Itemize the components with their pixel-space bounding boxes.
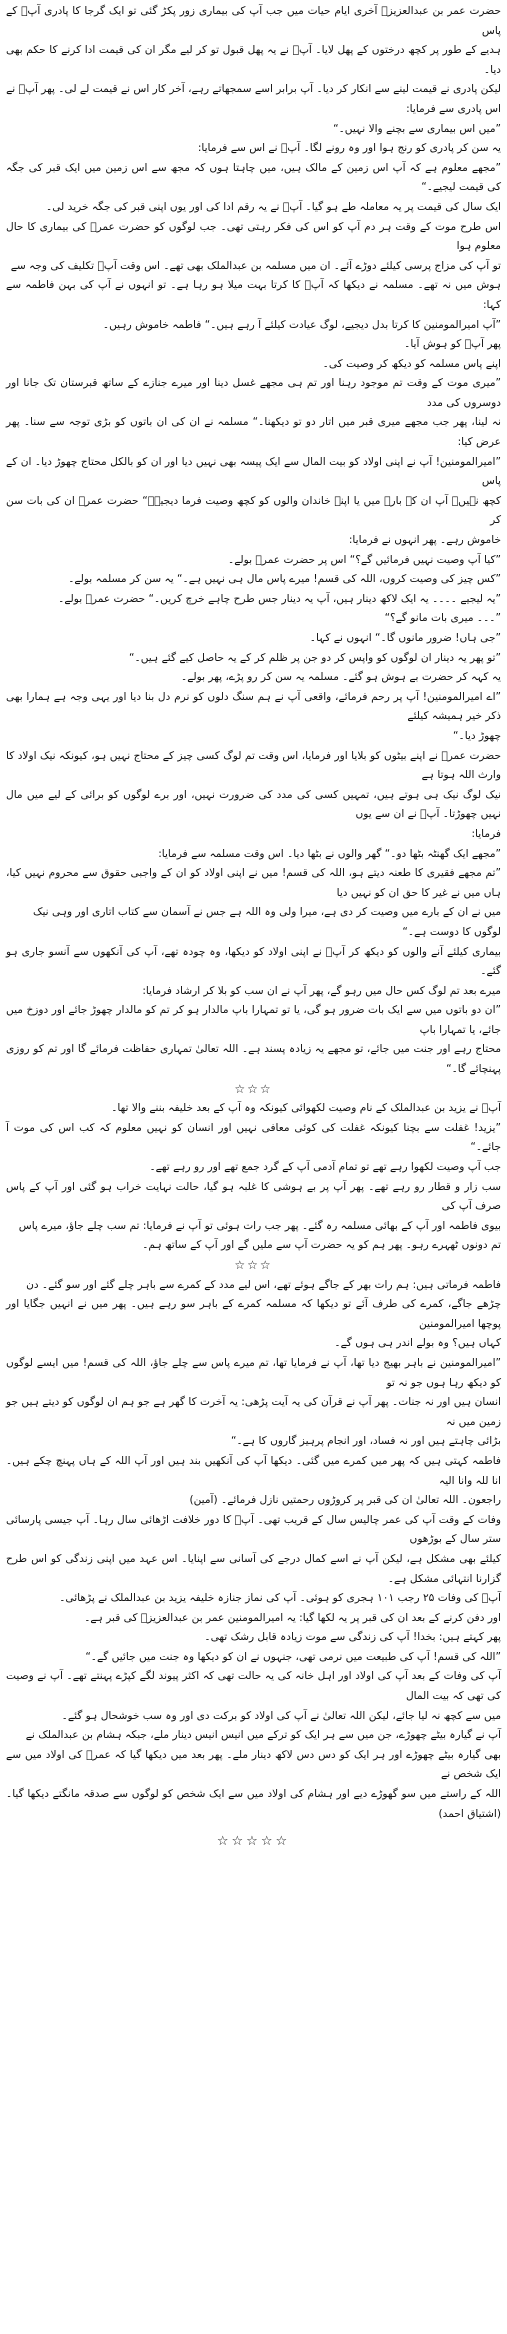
article-text-part-4: فاطمہ فرماتی ہیں: ہم رات بھر کے جاگے ہوئے تھے، اس لیے مدد کے کمرے سے باہر چلے گئے اور سو گئے۔ دن چڑھے جاگے، کمرے کی طرف آئے تو دیکھا کہ مسلمہ کمرے کے باہر سو رہے ہیں۔ پھر میں نے انہیں جگایا اور پوچھا امیرالمومنین کہاں ہیں؟ وہ بولے اندر ہی ہوں گے۔ ”امیرالمومنین نے باہر بھیج دیا تھا، آپ نے فرمایا تھا، تم میرے پاس سے چلے جاؤ، اللہ کی قسم! میں ایسے لوگوں کو دیکھ رہا ہوں جو نہ تو انسان ہیں اور نہ جنات۔ پھر آپ نے قرآن کی یہ آیت پڑھی: یہ آخرت کا گھر ہے جو ہم ان لوگوں کو دیتے ہیں جو زمین میں نہ بڑائی چاہتے ہیں اور نہ فساد، اور انجام پرہیز گاروں کا ہے۔“ فاطمہ کہتی ہیں کہ پھر میں کمرے میں گئی۔ دیکھا آپ کی آنکھیں بند ہیں اور آپ اللہ کے ہاں پہنچ چکے ہیں۔ انا للہ وانا الیہ راجعون۔ اللہ تعالیٰ ان کی قبر پر کروڑوں رحمتیں نازل فرمائے۔ (آمین) وفات کے وقت آپ کی عمر چالیس سال کے قریب تھی۔ آپؒ کا دور خلافت اڑھائی سال رہا۔ آپ جیسی پارسائی ستر سال کے بوڑھوں کیلئے بھی مشکل ہے، لیکن آپ نے اسے کمال درجے کی آسانی سے اپنایا۔ اس عہد میں اپنی زندگی کو اس طرح گزارنا انتہائی مشکل ہے۔ آپؒ کی وفات ۲۵ رجب ۱۰۱ ہجری کو ہوئی۔ آپ کی نماز جنازہ خلیفہ یزید بن عبدالملک نے پڑھائی۔ اور دفن کرنے کے بعد ان کی قبر پر یہ لکھا گیا: یہ امیرالمومنین عمر بن عبدالعزیزؒ کی قبر ہے۔ پھر کہتے ہیں: بخدا! آپ کی زندگی سے موت زیادہ قابل رشک تھی۔ ”اللہ کی قسم! آپ کی طبیعت میں نرمی تھی، جنہوں نے ان کو دیکھا وہ جنت میں جائیں گے۔“ آپ کی وفات کے بعد آپ کی اولاد اور اہل خانہ کی یہ حالت تھی کہ اکثر پیوند لگے کپڑے پہنتے تھے۔ آپ نے وصیت کی تھی کہ بیت المال میں سے کچھ نہ لیا جائے، لیکن اللہ تعالیٰ نے آپ کی اولاد کو برکت دی اور وہ سب خوشحال ہو گئے۔ آپ نے گیارہ بیٹے چھوڑے، جن میں سے ہر ایک کو ترکے میں انیس انیس دینار ملے، جبکہ ہشام بن عبدالملک نے بھی گیارہ بیٹے چھوڑے اور ہر ایک کو دس دس لاکھ دینار ملے۔ پھر بعد میں دیکھا گیا کہ عمرؒ کی اولاد میں سے ایک شخص نے اللہ کے راستے میں سو گھوڑے دیے اور ہشام کی اولاد میں سے ایک شخص کو لوگوں سے صدقہ مانگتے دیکھا گیا۔ (اشتیاق احمد) — [6, 1278, 501, 1820]
section-divider-stars-2: ☆☆☆ — [234, 1258, 273, 1272]
closing-stars: ☆☆☆☆☆ — [216, 1834, 291, 1850]
article-text-part-1: حضرت عمر بن عبدالعزیزؒ آخری ایام حیات میں جب آپ کی بیماری زور پکڑ گئی تو ایک گرجا کا پادری آپؒ کے پاس ہدیے کے طور پر کچھ درختوں کے پھل لایا۔ آپؒ نے یہ پھل قبول تو کر لیے مگر ان کی قیمت ادا کرنے کا حکم بھی دیا۔ لیکن پادری نے قیمت لینے سے انکار کر دیا۔ آپ برابر اسے سمجھاتے رہے، آخر کار اس نے قیمت لے لی۔ پھر آپؒ نے اس پادری سے فرمایا: ”میں اس بیماری سے بچنے والا نہیں۔“ یہ سن کر پادری کو رنج ہوا اور وہ رونے لگا۔ آپؒ نے اس سے فرمایا: ”مجھے معلوم ہے کہ آپ اس زمین کے مالک ہیں، میں چاہتا ہوں کہ مجھ سے اس زمین میں ایک قبر کی جگہ کی قیمت لیجیے۔“ ایک سال کی قیمت پر یہ معاملہ طے ہو گیا۔ آپؒ نے یہ رقم ادا کی اور یوں اپنی قبر کی جگہ خرید لی۔ اس طرح موت کے وقت ہر دم آپ کو اس کی فکر رہتی تھی۔ جب لوگوں کو حضرت عمرؒ کی بیماری کا حال معلوم ہوا تو آپ کی مزاج پرسی کیلئے دوڑے آئے۔ ان میں مسلمہ بن عبدالملک بھی تھے۔ اس وقت آپؒ تکلیف کی وجہ سے ہوش میں نہ تھے۔ مسلمہ نے دیکھا کہ آپؒ کا کرتا بہت میلا ہو رہا ہے۔ تو انہوں نے آپ کی بہن فاطمہ سے کہا: ”آپ امیرالمومنین کا کرتا بدل دیجیے، لوگ عیادت کیلئے آ رہے ہیں۔“ فاطمہ خاموش رہیں۔ پھر آپؒ کو ہوش آیا۔ اپنے پاس مسلمہ کو دیکھ کر وصیت کی۔ ”میری موت کے وقت تم موجود رہنا اور تم ہی مجھے غسل دینا اور میرے جنازے کے ساتھ قبرستان تک جانا اور دوسروں کی مدد نہ لینا، پھر جب مجھے میری قبر میں اتار دو تو دیکھنا۔“ مسلمہ نے ان کی ان باتوں کو بڑی توجہ سے سنا۔ پھر عرض کیا: ”امیرالمومنین! آپ نے اپنی اولاد کو بیت المال سے ایک پیسہ بھی نہیں دیا اور ان کو بالکل محتاج چھوڑ دیا۔ ان کے پاس کچھ نہیں۔ آپ ان کے بارے میں یا اپنے خاندان والوں کو کچھ وصیت فرما دیجیے۔“ حضرت عمرؒ ان کی بات سن کر خاموش رہے۔ پھر انہوں نے فرمایا: ”کیا آپ وصیت نہیں فرمائیں گے؟“ اس پر حضرت عمرؒ بولے۔ ”کس چیز کی وصیت کروں، اللہ کی قسم! میرے پاس مال ہی نہیں ہے۔“ یہ سن کر مسلمہ بولے۔ ”یہ لیجیے ۔۔۔۔ یہ ایک لاکھ دینار ہیں، آپ یہ دینار جس طرح چاہے خرچ کریں۔“ حضرت عمرؒ بولے۔ ”۔۔۔ میری بات مانو گے؟“ ”جی ہاں! ضرور مانوں گا۔“ انہوں نے کہا۔ ”تو پھر یہ دینار ان لوگوں کو واپس کر دو جن پر ظلم کر کے یہ حاصل کیے گئے ہیں۔“ یہ کہہ کر حضرت بے ہوش ہو گئے۔ مسلمہ یہ سن کر رو پڑے، پھر بولے۔ ”اے امیرالمومنین! آپ پر رحم فرمائے، واقعی آپ نے ہم سنگ دلوں کو نرم دل بنا دیا اور یہی وجہ ہے ہمارا بھی ذکر خیر ہمیشہ کیلئے چھوڑ دیا۔“ — [6, 5, 501, 742]
article-text-part-3: آپؒ نے یزید بن عبدالملک کے نام وصیت لکھوائی کیونکہ وہ آپ کے بعد خلیفہ بننے والا تھا۔ ”یزید! غفلت سے بچنا کیونکہ غفلت کی کوئی معافی نہیں اور انسان کو نہیں معلوم کہ کب اس کی موت آ جائے۔“ جب آپ وصیت لکھوا رہے تھے تو تمام آدمی آپ کے گرد جمع تھے اور رو رہے تھے۔ سب زار و قطار رو رہے تھے۔ پھر آپ پر بے ہوشی کا غلبہ ہو گیا، حالت نہایت خراب ہو گئی اور آپ کے پاس صرف آپ کی بیوی فاطمہ اور آپ کے بھائی مسلمہ رہ گئے۔ پھر جب رات ہوئی تو آپ نے فرمایا: تم سب چلے جاؤ، میرے پاس تم دونوں ٹھہرے رہو۔ پھر ہم کو یہ حضرت آپ سے ملیں گے اور آپ کے ساتھ ہم۔ — [6, 1102, 501, 1252]
section-divider-stars: ☆☆☆ — [234, 1081, 273, 1096]
article-text-part-2: حضرت عمرؒ نے اپنے بیٹوں کو بلایا اور فرمایا، اس وقت تم لوگ کسی چیز کے محتاج نہیں ہو، کیونکہ نیک اولاد کا وارث اللہ ہوتا ہے نیک لوگ نیک ہی ہوتے ہیں، تمہیں کسی کی مدد کی ضرورت نہیں، اور برے لوگوں کو برائی کے لیے میں مال نہیں چھوڑتا۔ آپؒ نے ان سے یوں فرمایا: ”مجھے ایک گھنٹہ بٹھا دو۔“ گھر والوں نے بٹھا دیا۔ اس وقت مسلمہ سے فرمایا: ”تم مجھے فقیری کا طعنہ دیتے ہو، اللہ کی قسم! میں نے اپنی اولاد کو ان کے واجبی حقوق سے محروم نہیں کیا، ہاں میں نے غیر کا حق ان کو نہیں دیا میں نے ان کے بارے میں وصیت کر دی ہے، میرا ولی وہ اللہ ہے جس نے آسمان سے کتاب اتاری اور وہی نیک لوگوں کا دوست ہے۔“ بیماری کیلئے آنے والوں کو دیکھ کر آپؒ نے اپنی اولاد کو دیکھا، وہ چودہ تھے، آپ کی آنکھوں سے آنسو جاری ہو گئے۔ میرے بعد تم لوگ کس حال میں رہو گے، پھر آپ نے ان سب کو بلا کر ارشاد فرمایا: ”ان دو باتوں میں سے ایک بات ضرور ہو گی، یا تو تمہارا باپ مالدار ہو کر تم کو مالدار چھوڑ جائے اور دوزخ میں جائے، یا تمہارا باپ محتاج رہے اور جنت میں جائے، تو مجھے یہ زیادہ پسند ہے۔ اللہ تعالیٰ تمہاری حفاظت فرمائے گا اور تم کو روزی پہنچائے گا۔“ — [6, 749, 501, 1076]
